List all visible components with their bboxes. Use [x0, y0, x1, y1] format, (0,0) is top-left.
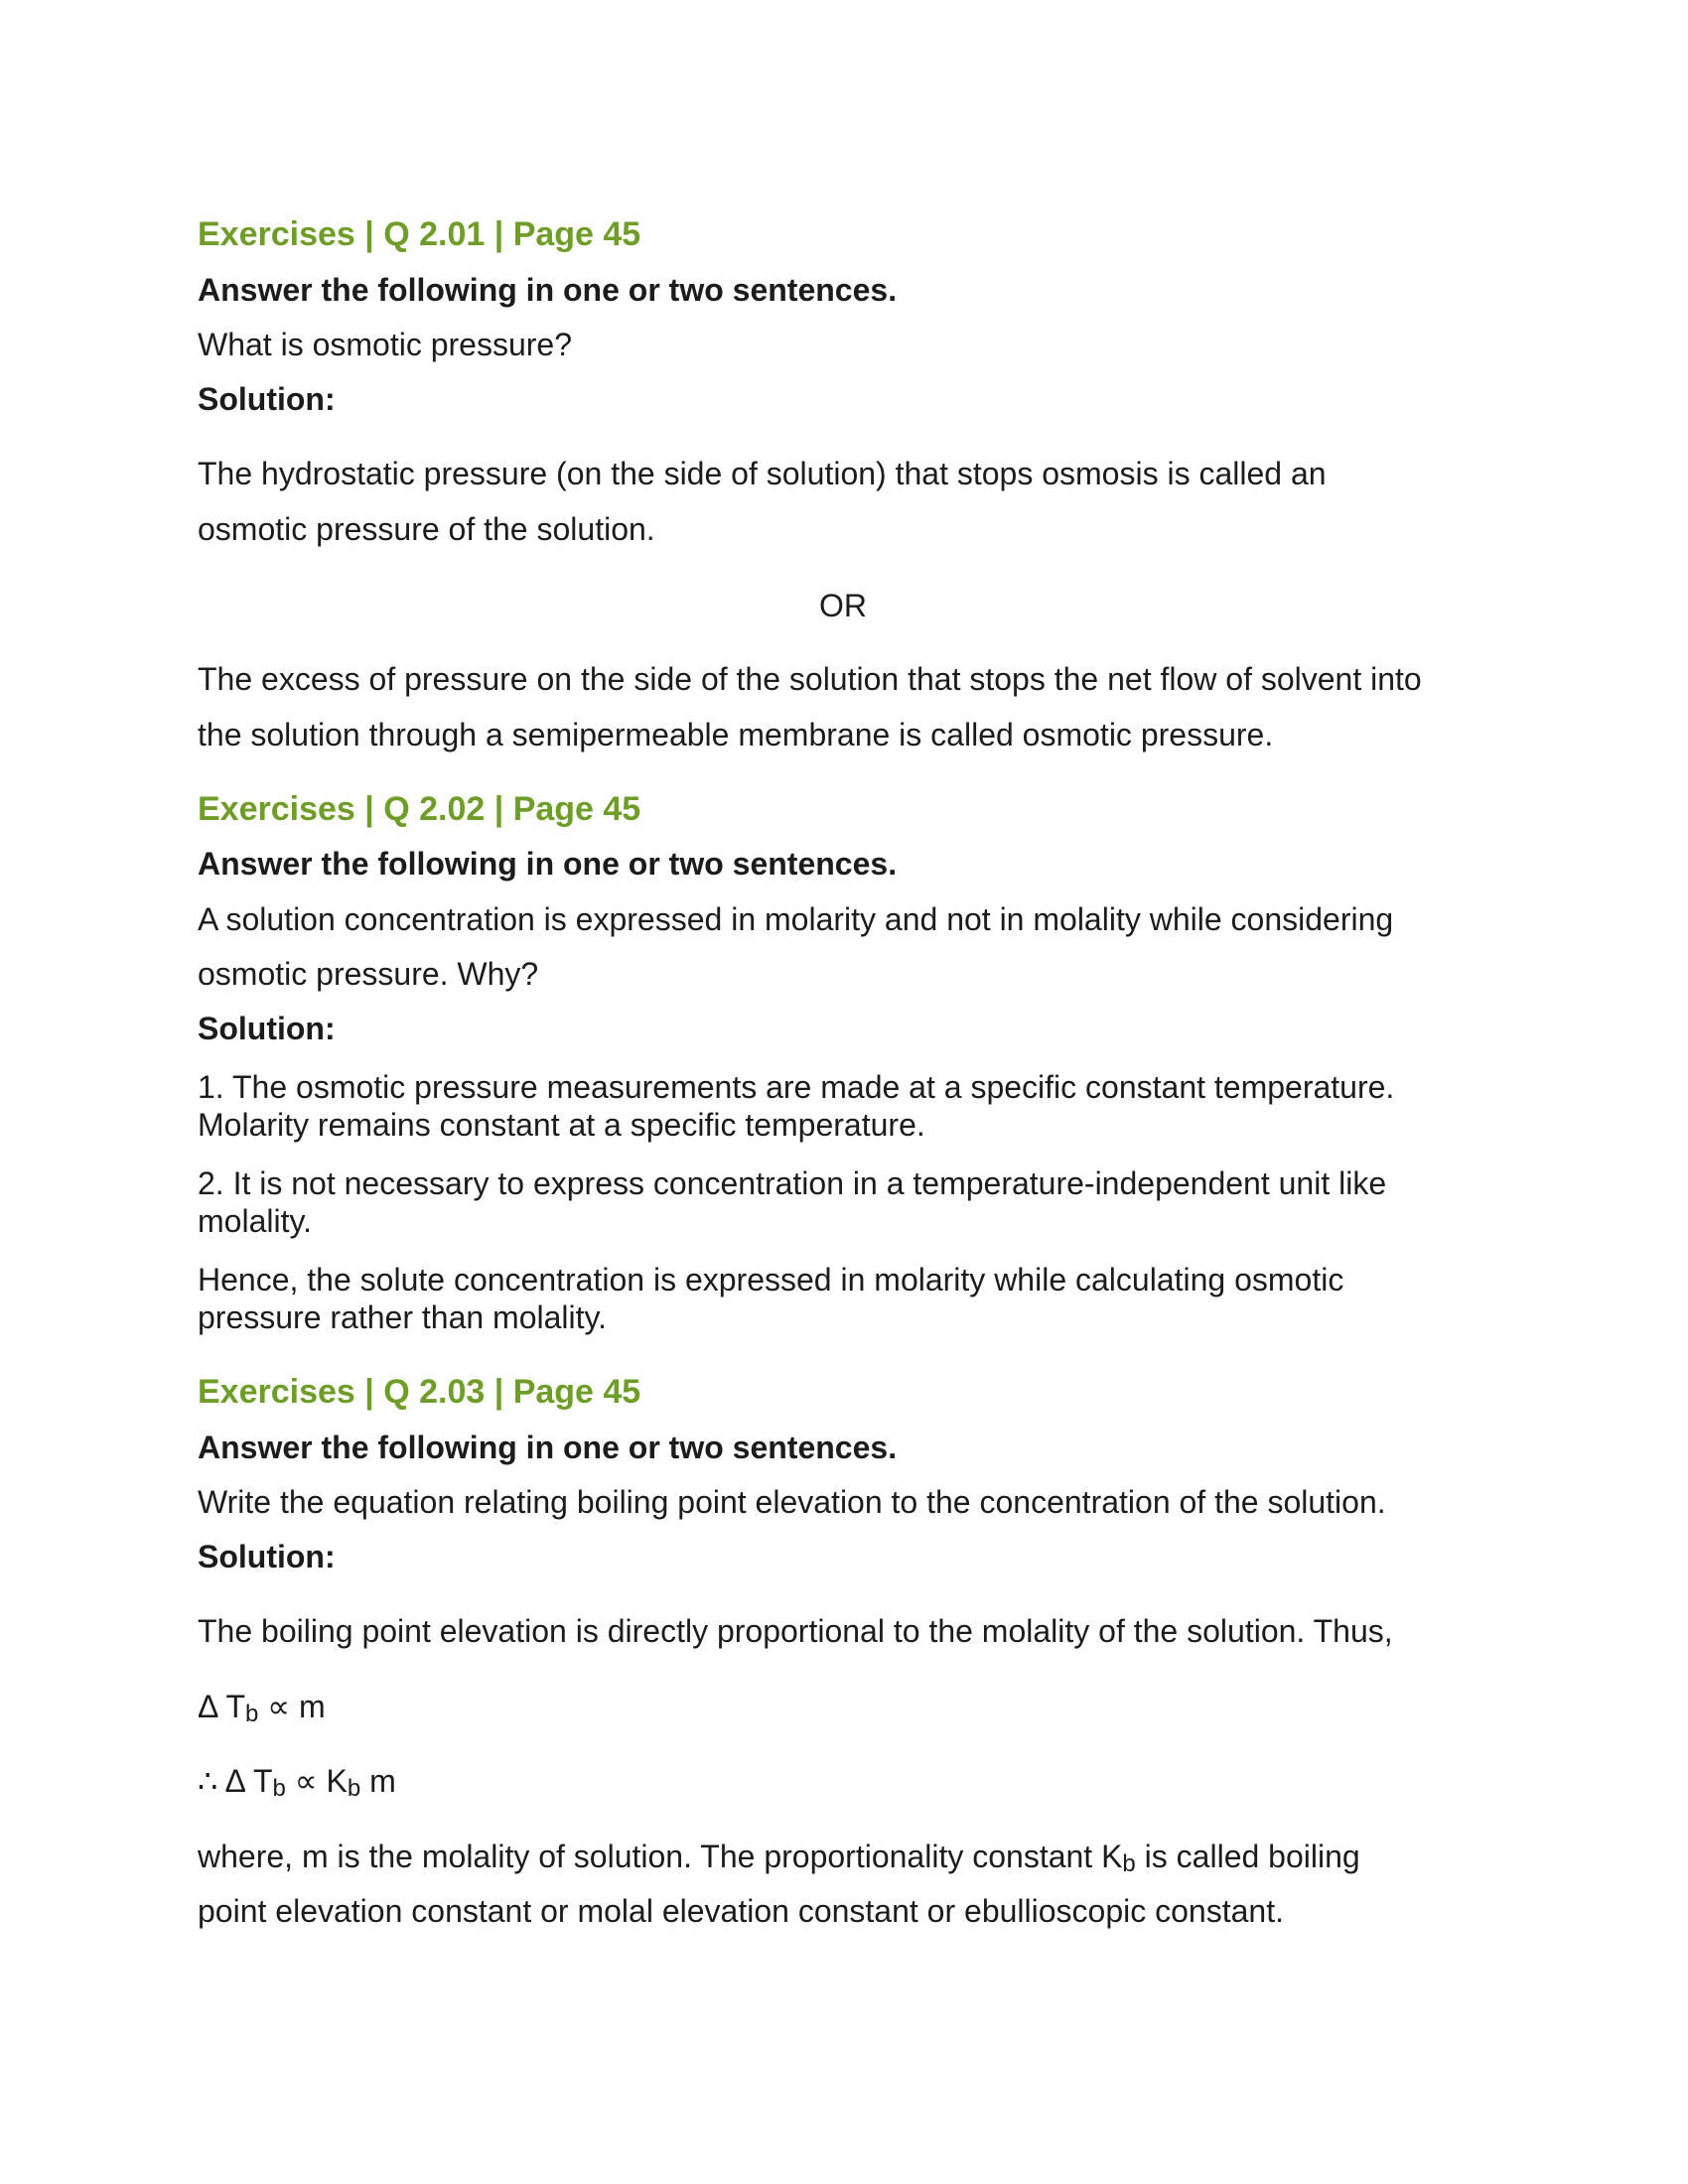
equation-subscript: b	[1122, 1850, 1136, 1877]
answer-text: The excess of pressure on the side of the solution that stops the net flow of solvent into	[198, 661, 1422, 697]
question-heading: Exercises | Q 2.03 | Page 45	[198, 1373, 641, 1411]
answer-text: The hydrostatic pressure (on the side of solution) that stops osmosis is called an	[198, 456, 1327, 491]
answer-point: 2. It is not necessary to express concentration in a temperature-independent unit like	[198, 1165, 1387, 1201]
equation-part: ∝ m	[258, 1689, 326, 1724]
answer-conclusion: Hence, the solute concentration is expressed in molarity while calculating osmotic	[198, 1262, 1344, 1297]
question-heading: Exercises | Q 2.01 | Page 45	[198, 215, 641, 253]
question-text: Write the equation relating boiling point elevation to the concentration of the solution.	[198, 1484, 1386, 1520]
question-text: A solution concentration is expressed in molarity and not in molality while considering	[198, 901, 1394, 937]
equation-subscript: b	[245, 1701, 259, 1727]
equation-part: m	[360, 1763, 396, 1799]
document-page	[198, 0, 1498, 2184]
instruction-text: Answer the following in one or two sentences.	[198, 1430, 898, 1465]
answer-point: 1. The osmotic pressure measurements are made at a specific constant temperature.	[198, 1069, 1395, 1105]
answer-text: the solution through a semipermeable membrane is called osmotic pressure.	[198, 717, 1274, 752]
answer-point: Molarity remains constant at a specific temperature.	[198, 1107, 925, 1143]
answer-part: is called boiling	[1135, 1839, 1360, 1874]
answer-conclusion: pressure rather than molality.	[198, 1299, 608, 1335]
answer-part: where, m is the molality of solution. The proportionality constant K	[198, 1839, 1123, 1874]
instruction-text: Answer the following in one or two sentences.	[198, 846, 898, 882]
question-text: What is osmotic pressure?	[198, 327, 573, 362]
solution-label: Solution:	[198, 381, 336, 417]
answer-text: osmotic pressure of the solution.	[198, 511, 655, 547]
equation-line	[198, 1687, 326, 1726]
question-heading: Exercises | Q 2.02 | Page 45	[198, 790, 641, 828]
instruction-text: Answer the following in one or two sentences.	[198, 272, 898, 308]
answer-text: The boiling point elevation is directly proportional to the molality of the solution. Thus,	[198, 1613, 1393, 1649]
equation-part: Δ T	[198, 1689, 246, 1724]
answer-text	[198, 1837, 1360, 1876]
answer-point: molality.	[198, 1203, 312, 1239]
solution-label: Solution:	[198, 1011, 336, 1046]
solution-label: Solution:	[198, 1539, 336, 1574]
equation-subscript: b	[272, 1775, 286, 1802]
equation-subscript: b	[347, 1775, 361, 1802]
answer-text: point elevation constant or molal elevation constant or ebullioscopic constant.	[198, 1893, 1284, 1929]
question-text: osmotic pressure. Why?	[198, 956, 539, 992]
equation-line	[198, 1761, 396, 1801]
equation-part: ∝ K	[285, 1763, 348, 1799]
or-separator: OR	[819, 588, 867, 623]
equation-part: ∴ Δ T	[198, 1763, 273, 1799]
